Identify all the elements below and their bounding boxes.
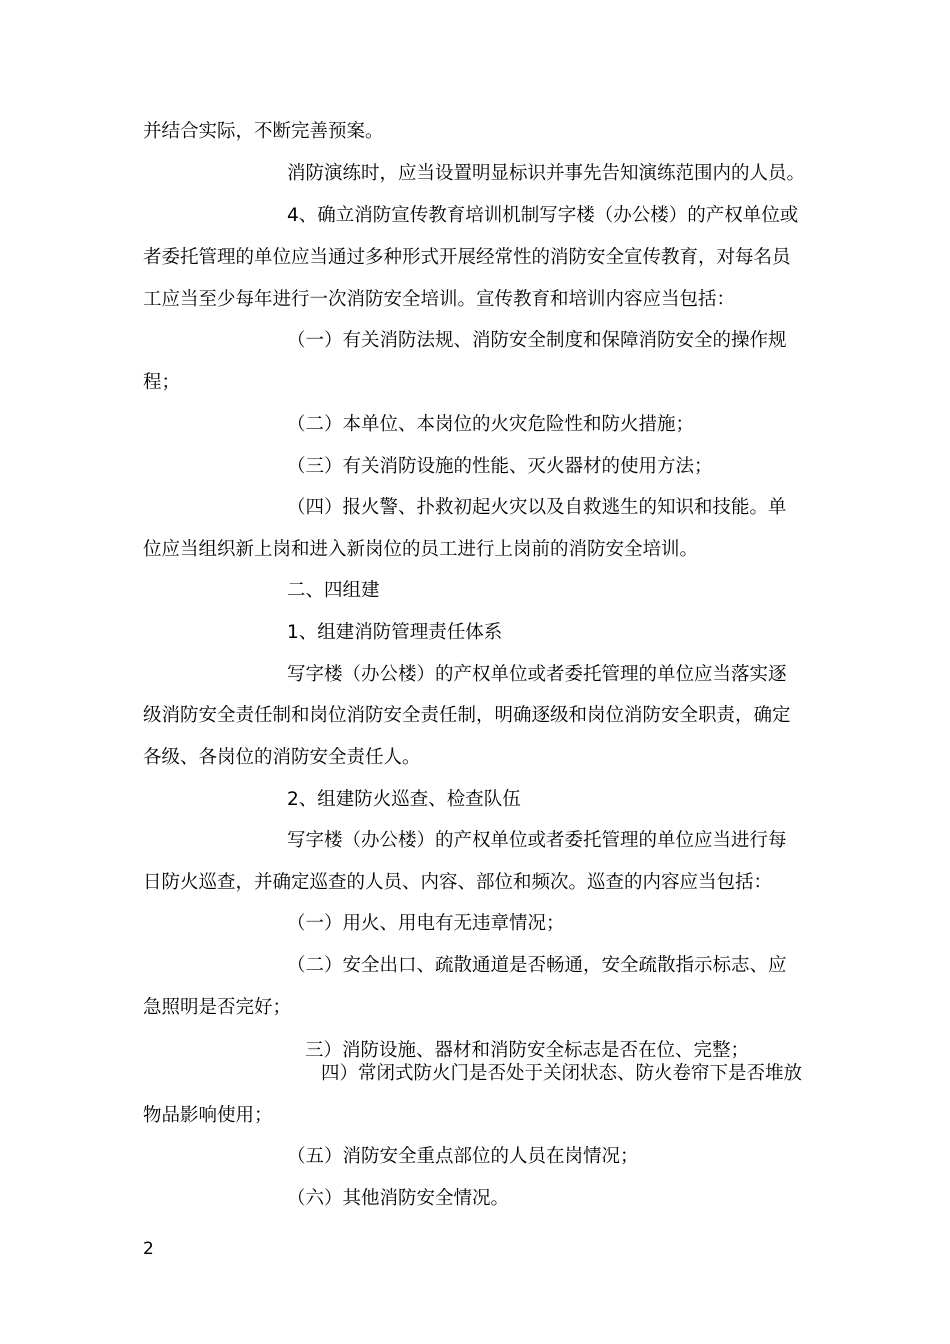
section-heading: 二、四组建 <box>287 580 380 601</box>
text-line: （一）有关消防法规、消防安全制度和保障消防安全的操作规 <box>287 330 787 351</box>
text-line: 工应当至少每年进行一次消防安全培训。宣传教育和培训内容应当包括： <box>143 289 736 310</box>
text-line: 三）消防设施、器材和消防安全标志是否在位、完整； <box>305 1040 750 1061</box>
text-line: 位应当组织新上岗和进入新岗位的员工进行上岗前的消防安全培训。 <box>143 539 699 560</box>
text-line: （四）报火警、扑救初起火灾以及自救逃生的知识和技能。单 <box>287 497 787 518</box>
text-line: 4、确立消防宣传教育培训机制写字楼（办公楼）的产权单位或 <box>287 205 799 226</box>
text-line: 四）常闭式防火门是否处于关闭状态、防火卷帘下是否堆放 <box>321 1063 803 1084</box>
text-line: （二）安全出口、疏散通道是否畅通，安全疏散指示标志、应 <box>287 955 787 976</box>
text-line: 各级、各岗位的消防安全责任人。 <box>143 747 421 768</box>
text-line: 并结合实际，不断完善预案。 <box>143 121 384 142</box>
subsection-heading: 2、组建防火巡查、检查队伍 <box>287 789 521 810</box>
text-line: （二）本单位、本岗位的火灾危险性和防火措施； <box>287 414 695 435</box>
text-line: 急照明是否完好； <box>143 997 292 1018</box>
text-line: 物品影响使用； <box>143 1105 273 1126</box>
text-line: 程； <box>143 372 181 393</box>
text-line: （六）其他消防安全情况。 <box>287 1188 510 1209</box>
text-line: 消防演练时，应当设置明显标识并事先告知演练范围内的人员。 <box>287 163 806 184</box>
text-line: （五）消防安全重点部位的人员在岗情况； <box>287 1146 639 1167</box>
text-line: 日防火巡查，并确定巡查的人员、内容、部位和频次。巡查的内容应当包括： <box>143 872 773 893</box>
text-line: （一）用火、用电有无违章情况； <box>287 913 565 934</box>
page-number: 2 <box>143 1239 154 1259</box>
subsection-heading: 1、组建消防管理责任体系 <box>287 622 503 643</box>
text-line: 级消防安全责任制和岗位消防安全责任制，明确逐级和岗位消防安全职责，确定 <box>143 705 791 726</box>
text-line: 写字楼（办公楼）的产权单位或者委托管理的单位应当进行每 <box>287 830 787 851</box>
text-line: 写字楼（办公楼）的产权单位或者委托管理的单位应当落实逐 <box>287 664 787 685</box>
text-line: （三）有关消防设施的性能、灭火器材的使用方法； <box>287 456 713 477</box>
text-line: 者委托管理的单位应当通过多种形式开展经常性的消防安全宣传教育，对每名员 <box>143 247 791 268</box>
